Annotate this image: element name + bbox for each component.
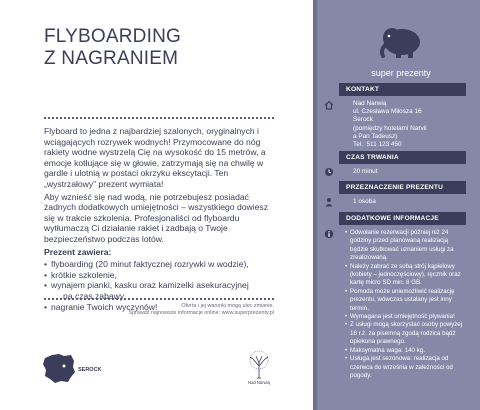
- partner-tree-logo-icon: [246, 350, 272, 380]
- included-item-continuation: na czas zabawy,: [63, 290, 126, 301]
- footer-note-line-1: Oferta i jej warunki mogą ulec zmianie.: [181, 303, 274, 309]
- details-item: • Odwołanie rezerwacji później niż 24 godziny przed planowaną realizacją będzie skutkować uznaniem usługi za zrealizowaną.: [346, 229, 464, 263]
- duration-value: 20 minut: [353, 168, 378, 175]
- description: [44, 126, 280, 312]
- details-item: • Należy zabrać ze sobą strój kąpielowy (kobiety – jednoczęściowy), ręcznik oraz kartę micro SD min. 8 GB.: [346, 263, 464, 288]
- duration-header: CZAS TRWANIA: [339, 151, 466, 164]
- details-item: • Z usługi mogą skorzystać osoby powyżej 16 r.ż. za pisemną zgodą rodzica bądź opiekuna prawnego.: [346, 321, 464, 346]
- poland-map-icon: [42, 352, 76, 384]
- brand-name: super prezenty: [371, 68, 431, 78]
- brand-logo: [346, 26, 456, 78]
- contact-line: Serock: [353, 116, 373, 124]
- contact-header: KONTAKT: [339, 83, 466, 96]
- contact-line: Nad Narwią: [353, 100, 387, 107]
- page-title: [44, 26, 181, 70]
- included-item: • nagranie Twoich wyczynów!: [44, 302, 280, 313]
- included-heading: Prezent zawiera:: [44, 246, 112, 257]
- details-item: • Maksymalna waga: 140 kg.: [346, 347, 464, 355]
- contact-details: [353, 100, 427, 149]
- details-header: DODATKOWE INFORMACJE: [339, 212, 466, 225]
- included-item: • krótkie szkolenie,: [44, 270, 280, 281]
- included-item: • flyboarding (20 minut faktycznej rozrywki w wodzie),: [44, 259, 280, 270]
- recipients-value: 1 osoba: [353, 198, 376, 205]
- recipients-header: PRZEZNACZENIE PREZENTU: [339, 181, 466, 194]
- contact-phone: Tel.: 511 123 450: [353, 141, 402, 149]
- dotted-divider-bottom: [44, 298, 274, 300]
- contact-line: ul. Czesława Miłosza 16: [353, 108, 422, 116]
- details-list: [346, 229, 464, 380]
- contact-line: a Pan Tadeusz): [353, 132, 398, 140]
- right-panel: [313, 0, 480, 410]
- footer-note-line-2: Sprawdź najnowsze informacje online: www.superprezenty.pl: [128, 310, 274, 316]
- footer-note: [60, 303, 274, 317]
- included-item-text: wynajem pianki, kasku oraz kamizelki asekuracyjnej: [51, 280, 249, 291]
- details-item: • Pomoda może uniemożliwić realizację prezentu, wówczas ustalany jest inny termin.: [346, 288, 464, 313]
- title-line-1: FLYBOARDING: [44, 26, 181, 47]
- description-paragraph-1: Flyboard to jedna z najbardziej szalonych, oryginalnych i wciągających rozrywek wodnych! Przymocowane do nóg rakiety wodne wystrzelą Cię na wysokość do 15 metrów, a emocje kotłujące się w głowie, zatrzymają się na chwilę w gardle i ulotnią w postaci okrzyku ekscytacji. Ten „wystrzałowy” prezent wymiata!: [44, 126, 266, 189]
- home-icon: [324, 100, 334, 110]
- info-icon: [324, 229, 334, 239]
- map-location-label: SEROCK: [78, 367, 102, 373]
- clock-icon: [324, 167, 334, 177]
- person-icon: [324, 197, 334, 207]
- description-paragraph-2: Aby wznieść się nad wodą, nie potrzebujesz posiadać żadnych dodatkowych umiejętności – wszystkiego dowiesz się w trakcie szkolenia. Profesjonaliści od flyboardu wytłumaczą Ci działanie rakiet i zadbają o Twoje bezpieczeństwo podczas lotów.: [44, 191, 269, 244]
- details-item: • Wymagana jest umiejętność pływania!: [346, 313, 464, 321]
- partner-label: Nad Narwią: [248, 380, 270, 385]
- dotted-divider-top: [44, 117, 274, 119]
- elephant-logo-icon: [374, 26, 428, 60]
- details-item: • Usługa jest sezonowa: realizacja od czerwca do września w zależności od pogody.: [346, 355, 464, 380]
- contact-line: (pomiędzy hotelami Narvil: [353, 124, 427, 132]
- location-dot-icon: [63, 365, 66, 368]
- title-line-2: Z NAGRANIEM: [44, 48, 179, 69]
